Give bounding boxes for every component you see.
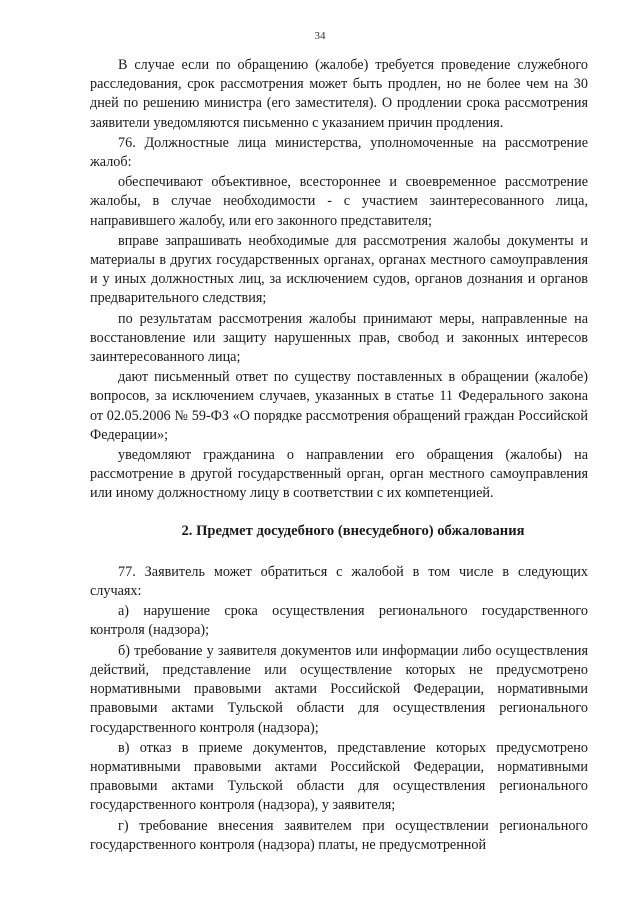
paragraph: 77. Заявитель может обратиться с жалобой в том числе в следующих случаях:: [90, 563, 588, 600]
paragraph: 76. Должностные лица министерства, уполномоченные на рассмотрение жалоб:: [90, 134, 588, 171]
paragraph: в) отказ в приеме документов, представление которых предусмотрено нормативными правовыми актами Российской Федерации, нормативными правовыми актами Тульской области для осуществления регионального государственного контроля (надзора), у заявителя;: [90, 739, 588, 814]
paragraph: а) нарушение срока осуществления регионального государственного контроля (надзора);: [90, 603, 588, 639]
paragraph: вправе запрашивать необходимые для рассмотрения жалобы документы и материалы в других государственных органах, органах местного самоуправления и у иных должностных лиц, за исключением судов, органов дознания и органов предварительного следствия;: [90, 232, 588, 307]
paragraph: г) требование внесения заявителем при осуществлении регионального государственного контроля (надзора) платы, не предусмотренной: [90, 817, 588, 853]
page-number: 34: [314, 30, 326, 42]
section-heading: 2. Предмет досудебного (внесудебного) обжалования: [181, 522, 525, 539]
paragraph: В случае если по обращению (жалобе) требуется проведение служебного расследования, срок рассмотрения может быть продлен, но не более чем на 30 дней по решению министра (его заместителя). О продлении срока рассмотрения заявители уведомляются письменно с указанием причин продления.: [90, 57, 588, 131]
paragraph: уведомляют гражданина о направлении его обращения (жалобы) на рассмотрение в другой государственный орган, орган местного самоуправления или иному должностному лицу в соответствии с их компетенцией.: [90, 447, 588, 502]
paragraph: дают письменный ответ по существу поставленных в обращении (жалобе) вопросов, за исключением случаев, указанных в статье 11 Федерального закона от 02.05.2006 № 59-ФЗ «О порядке рассмотрения обращений граждан Российской Федерации»;: [90, 369, 588, 443]
paragraph: обеспечивают объективное, всестороннее и своевременное рассмотрение жалобы, в случае необходимости - с участием заинтересованного лица, направившего жалобу, или его законного представителя;: [90, 174, 588, 229]
paragraph: б) требование у заявителя документов или информации либо осуществления действий, представление или осуществление которых не предусмотрено нормативными правовыми актами Российской Федерации, нормативными правовыми актами Тульской области для осуществления регионального государственного контроля (надзора);: [90, 642, 588, 736]
document-body: [90, 56, 588, 856]
paragraph: по результатам рассмотрения жалобы принимают меры, направленные на восстановление или защиту нарушенных прав, свобод и законных интересов заинтересованного лица;: [90, 310, 588, 366]
